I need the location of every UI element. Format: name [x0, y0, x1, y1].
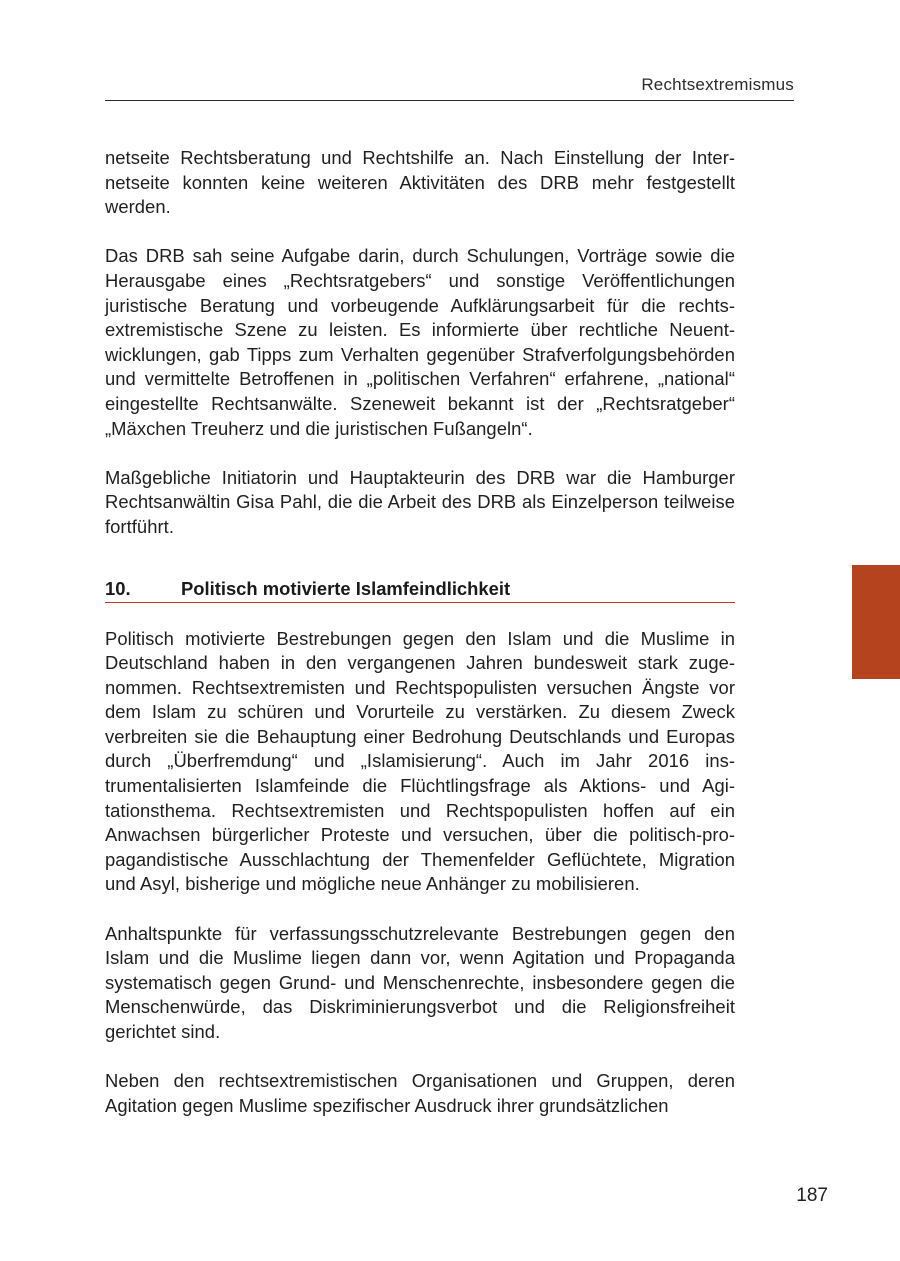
section-number: 10. [105, 577, 131, 599]
page-number: 187 [796, 1185, 828, 1206]
paragraph-anhaltspunkte: Anhaltspunkte für verfassungsschutzrelevante Bestrebungen gegen den Islam und die Muslime liegen dann vor, wenn Agitation und Propaganda systematisch gegen Grund- und Menschenrechte, insbesondere gegen die Menschenwürde, das Diskriminierungsverbot und die Religionsfreiheit gerichtet sind. [105, 922, 735, 1042]
running-header-title: Rechtsextremismus [641, 75, 794, 94]
paragraph-organisationen: Neben den rechtsextremistischen Organisationen und Gruppen, deren Agitation gegen Muslime spezifischer Ausdruck ihrer grundsätzlichen [105, 1070, 735, 1116]
paragraph-islamfeindlichkeit-intro: Politisch motivierte Bestrebungen gegen den Islam und die Muslime in Deutschland haben in den vergangenen Jahren bundesweit stark zugenommen. Rechtsextremisten und Rechtspopulisten versuchen Ängste vor dem Islam zu schüren und Vorurteile zu verstärken. Zu diesem Zweck verbreiten sie die Behauptung einer Bedrohung Deutschlands und Europas durch „Überfremdung“ und „Islamisierung“. Auch im Jahr 2016 instrumentalisierten Islamfeinde die Flüchtlingsfrage als Aktions- und Agitationsthema. Rechtsextremisten und Rechtspopulisten hoffen auf ein Anwachsen bürgerlicher Proteste und versuchen, über die politisch-propagandistische Ausschlachtung der Themenfelder Geflüchtete, Migration und Asyl, bisherige und mögliche neue Anhänger zu mobilisieren. [105, 627, 735, 895]
section-title: Politisch motivierte Islamfeindlichkeit [181, 577, 511, 599]
paragraph-drb-initiator: Maßgebliche Initiatorin und Hauptakteurin des DRB war die Hamburger Rechtsanwältin Gisa Pahl, die die Arbeit des DRB als Einzelperson teilweise fortführt. [105, 466, 735, 537]
chapter-side-tab [852, 565, 900, 679]
running-header [105, 74, 794, 101]
paragraph-drb-website: netseite Rechtsberatung und Rechtshilfe an. Nach Einstellung der Internetseite konnten keine weiteren Aktivitäten des DRB mehr festgestellt werden. [105, 147, 735, 218]
section-heading [105, 577, 735, 603]
paragraph-drb-tasks: Das DRB sah seine Aufgabe darin, durch Schulungen, Vorträge sowie die Herausgabe eines „Rechtsratgebers“ und sonstige Veröffentlichungen juristische Beratung und vorbeugende Aufklärungsarbeit für die rechtsextremistische Szene zu leisten. Es informierte über rechtliche Neuentwicklungen, gab Tipps zum Verhalten gegenüber Strafverfolgungsbehörden und vermittelte Betroffenen in „politischen Verfahren“ erfahrene, „national“ eingestellte Rechtsanwälte. Szeneweit bekannt ist der „Rechtsratgeber“ „Mäxchen Treuherz und die juristischen Fußangeln“. [105, 245, 735, 439]
page-body [105, 146, 735, 1143]
